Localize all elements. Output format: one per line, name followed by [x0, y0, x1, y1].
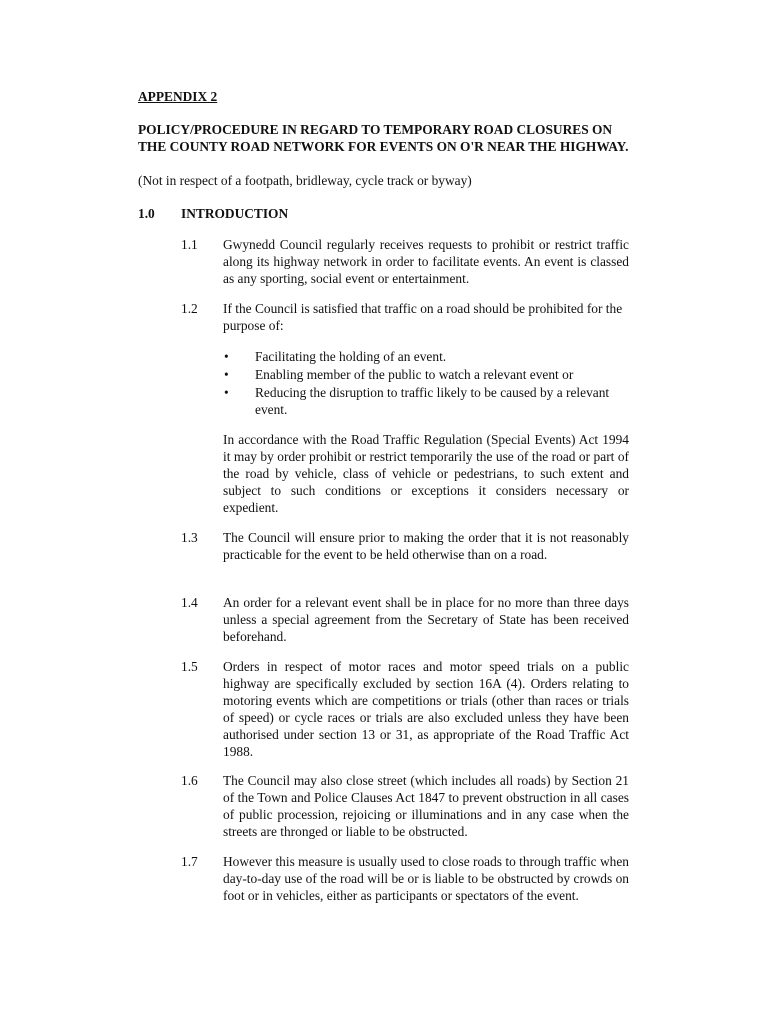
paragraph-number: 1.4: [181, 595, 198, 610]
paragraph-1-5: [181, 658, 629, 760]
paragraph-1-6: [181, 772, 629, 840]
paragraph-number: 1.6: [181, 773, 198, 788]
list-item: [223, 348, 629, 365]
paragraph-number: 1.7: [181, 854, 198, 869]
paragraph-1-4: [181, 594, 629, 645]
section-title: INTRODUCTION: [181, 206, 289, 221]
bullet-text: Facilitating the holding of an event.: [255, 349, 447, 364]
appendix-heading: APPENDIX 2: [138, 89, 218, 104]
list-item: [223, 384, 629, 418]
paragraph-text: The Council will ensure prior to making the order that it is not reasonably practicable for the event to be held otherwise than on a road.: [223, 530, 629, 562]
bullet-list: [223, 348, 629, 419]
paragraph-text: Orders in respect of motor races and motor speed trials on a public highway are specifically excluded by section 16A (4). Orders relating to motoring events which are competitions or trials (other than races or trials of speed) or cycle races or trials are also excluded unless they have been authorised under section 13 or 31, as appropriate of the Road Traffic Act 1988.: [223, 659, 629, 759]
paragraph-number: 1.1: [181, 237, 198, 252]
paragraph-1-7: [181, 853, 629, 904]
paragraph-text: However this measure is usually used to close roads to through traffic when day-to-day use of the road will be or is liable to be obstructed by crowds on foot or in vehicles, either as participants or spectators of the event.: [223, 854, 629, 903]
bullet-text: Enabling member of the public to watch a relevant event or: [255, 367, 574, 382]
bullet-icon: •: [224, 349, 229, 364]
list-item: [223, 366, 629, 383]
paragraph-text: An order for a relevant event shall be in place for no more than three days unless a special agreement from the Secretary of State has been received beforehand.: [223, 595, 629, 644]
paragraph-text: If the Council is satisfied that traffic on a road should be prohibited for the purpose of:: [223, 301, 623, 333]
bullet-icon: •: [224, 385, 229, 400]
paragraph-number: 1.3: [181, 530, 198, 545]
policy-title: POLICY/PROCEDURE IN REGARD TO TEMPORARY ROAD CLOSURES ON THE COUNTY ROAD NETWORK FOR EVENTS ON O'R NEAR THE HIGHWAY.: [138, 122, 629, 154]
paragraph-number: 1.5: [181, 659, 198, 674]
policy-note: (Not in respect of a footpath, bridleway, cycle track or byway): [138, 173, 472, 188]
paragraph-text: Gwynedd Council regularly receives requests to prohibit or restrict traffic along its highway network in order to facilitate events. An event is classed as any sporting, social event or entertainment.: [223, 237, 629, 286]
paragraph-number: 1.2: [181, 301, 198, 316]
paragraph-1-2: [181, 300, 629, 334]
section-number: 1.0: [138, 206, 155, 221]
section-heading: [138, 205, 288, 222]
bullet-text: Reducing the disruption to traffic likely to be caused by a relevant event.: [255, 385, 610, 417]
bullet-icon: •: [224, 367, 229, 382]
continuation-paragraph: In accordance with the Road Traffic Regulation (Special Events) Act 1994 it may by order prohibit or restrict temporarily the use of the road or part of the road by vehicle, class of vehicle or pedestrians, to such extent and subject to such conditions or exceptions it considers necessary or expedient.: [223, 432, 629, 515]
paragraph-1-1: [181, 236, 629, 287]
paragraph-text: The Council may also close street (which includes all roads) by Section 21 of the Town and Police Clauses Act 1847 to prevent obstruction in all cases of public procession, rejoicing or illuminations and in any case when the streets are thronged or liable to be obstructed.: [223, 773, 629, 839]
paragraph-1-3: [181, 529, 629, 563]
